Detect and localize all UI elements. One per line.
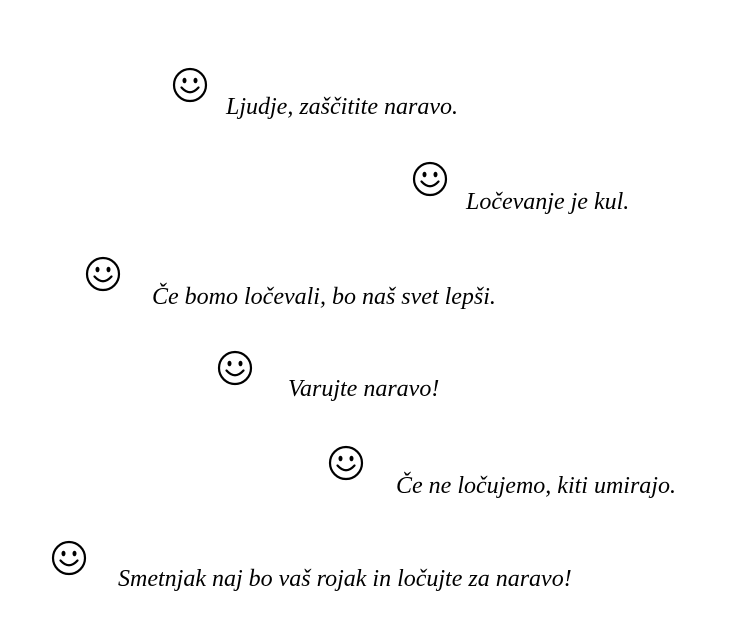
smiley-face-icon	[172, 67, 208, 103]
slogan-line-2: Ločevanje je kul.	[466, 189, 630, 215]
slogan-line-4: Varujte naravo!	[288, 376, 440, 402]
slogan-line-3: Če bomo ločevali, bo naš svet lepši.	[152, 284, 496, 310]
smiley-face-icon	[217, 350, 253, 386]
slogan-line-5: Če ne ločujemo, kiti umirajo.	[396, 473, 676, 499]
smiley-face-icon	[85, 256, 121, 292]
smiley-face-icon	[328, 445, 364, 481]
smiley-face-icon	[51, 540, 87, 576]
smiley-face-icon	[412, 161, 448, 197]
slogan-line-6: Smetnjak naj bo vaš rojak in ločujte za naravo!	[118, 566, 572, 592]
slogan-line-1: Ljudje, zaščitite naravo.	[226, 94, 458, 120]
